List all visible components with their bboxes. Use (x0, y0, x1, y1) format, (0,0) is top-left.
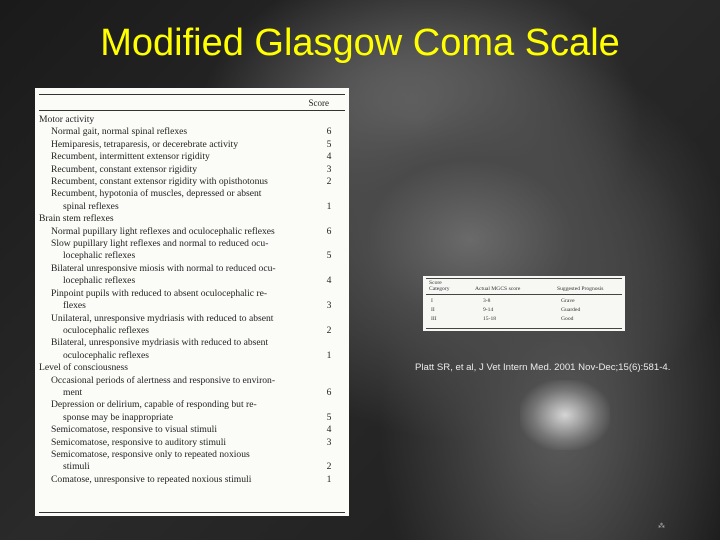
prognosis-header-category: Score Category (429, 280, 450, 293)
prognosis-header-rule (426, 294, 622, 295)
table-row (39, 201, 343, 213)
row-score: 1 (326, 473, 332, 485)
citation-text: Platt SR, et al, J Vet Intern Med. 2001 Nov-Dec;15(6):581-4. (415, 362, 671, 373)
table-row (39, 461, 343, 473)
corner-mark: ⁂ (658, 523, 665, 530)
row-text: Comatose, unresponsive to repeated noxious stimuli (51, 473, 252, 485)
row-text: Pinpoint pupils with reduced to absent oculocephalic re- (51, 287, 268, 299)
mgcs-table-image (35, 88, 349, 516)
row-score: 4 (326, 424, 332, 436)
table-row (39, 474, 343, 486)
prognosis-category: I (431, 298, 433, 304)
row-score: 5 (326, 250, 332, 262)
table-row (39, 399, 343, 411)
row-text: Normal gait, normal spinal reflexes (51, 126, 188, 138)
row-text: locephalic reflexes (63, 250, 136, 262)
table-row (39, 151, 343, 163)
prognosis-prognosis: Guarded (561, 307, 581, 313)
prognosis-row (423, 298, 625, 305)
row-text: Recumbent, intermittent extensor rigidity (51, 151, 210, 163)
row-text: Recumbent, hypotonia of muscles, depressed or absent (51, 188, 262, 200)
prognosis-score: 3-8 (483, 298, 491, 304)
prognosis-category: III (431, 316, 437, 322)
prognosis-score: 15-18 (483, 316, 497, 322)
table-row (39, 139, 343, 151)
table-section-heading (39, 362, 343, 374)
row-text: Hemiparesis, tetraparesis, or decerebrate activity (51, 138, 238, 150)
score-column-header: Score (308, 98, 329, 108)
row-text: Unilateral, unresponsive mydriasis with reduced to absent (51, 312, 274, 324)
row-text: Semicomatose, responsive to visual stimuli (51, 424, 218, 436)
table-row (39, 263, 343, 275)
row-score: 5 (326, 411, 332, 423)
row-score: 4 (326, 275, 332, 287)
row-text: Depression or delirium, capable of responding but re- (51, 399, 257, 411)
row-text: locephalic reflexes (63, 275, 136, 287)
table-row (39, 176, 343, 188)
row-text: Semicomatose, responsive to auditory stimuli (51, 436, 227, 448)
prognosis-prognosis: Grave (561, 298, 575, 304)
row-text: flexes (63, 300, 86, 312)
row-text: spinal reflexes (63, 200, 119, 212)
slide-title: Modified Glasgow Coma Scale (100, 22, 620, 64)
row-score: 6 (326, 386, 332, 398)
table-row (39, 437, 343, 449)
row-score: 3 (326, 163, 332, 175)
row-text: Normal pupillary light reflexes and oculocephalic reflexes (51, 225, 275, 237)
row-text: Level of consciousness (39, 362, 128, 374)
row-score: 2 (326, 324, 332, 336)
prognosis-category: II (431, 307, 435, 313)
row-score: 4 (326, 151, 332, 163)
prognosis-row (423, 316, 625, 323)
prognosis-table-image (423, 276, 625, 331)
table-section-heading (39, 213, 343, 225)
table-row (39, 226, 343, 238)
row-text: ment (63, 386, 83, 398)
table-row (39, 449, 343, 461)
table-row (39, 275, 343, 287)
row-text: oculocephalic reflexes (63, 349, 150, 361)
row-text: Semicomatose, responsive only to repeated noxious (51, 448, 250, 460)
table-body (39, 114, 343, 486)
row-text: oculocephalic reflexes (63, 324, 150, 336)
table-row (39, 126, 343, 138)
table-row (39, 300, 343, 312)
table-row (39, 313, 343, 325)
table-header-rule (39, 110, 345, 111)
row-text: Brain stem reflexes (39, 213, 114, 225)
table-row (39, 412, 343, 424)
row-score: 6 (326, 126, 332, 138)
table-row (39, 387, 343, 399)
row-text: Motor activity (39, 114, 95, 125)
table-top-rule (39, 94, 345, 95)
table-row (39, 350, 343, 362)
table-row (39, 238, 343, 250)
row-score: 6 (326, 225, 332, 237)
prognosis-header-score: Actual MGCS score (475, 286, 521, 292)
table-row (39, 337, 343, 349)
table-row (39, 250, 343, 262)
table-bottom-rule (39, 512, 345, 513)
prognosis-score: 9-14 (483, 307, 494, 313)
table-row (39, 288, 343, 300)
prognosis-top-rule (426, 278, 622, 279)
table-row (39, 375, 343, 387)
row-text: Bilateral, unresponsive mydriasis with reduced to absent (51, 337, 269, 349)
row-score: 3 (326, 436, 332, 448)
row-text: Bilateral unresponsive miosis with normal to reduced ocu- (51, 262, 276, 274)
row-score: 3 (326, 300, 332, 312)
prognosis-row (423, 307, 625, 314)
xray-background-highlight (520, 380, 610, 450)
table-row (39, 325, 343, 337)
row-score: 5 (326, 138, 332, 150)
row-score: 2 (326, 176, 332, 188)
table-row (39, 164, 343, 176)
prognosis-bottom-rule (426, 328, 622, 329)
row-text: sponse may be inappropriate (63, 411, 174, 423)
prognosis-header-prognosis: Suggested Prognosis (557, 286, 604, 292)
table-row (39, 188, 343, 200)
row-score: 1 (326, 349, 332, 361)
row-text: Slow pupillary light reflexes and normal to reduced ocu- (51, 238, 269, 250)
table-row (39, 424, 343, 436)
row-text: Occasional periods of alertness and responsive to environ- (51, 374, 276, 386)
row-score: 2 (326, 461, 332, 473)
row-score: 1 (326, 200, 332, 212)
prognosis-prognosis: Good (561, 316, 574, 322)
row-text: Recumbent, constant extensor rigidity with opisthotonus (51, 176, 268, 188)
row-text: Recumbent, constant extensor rigidity (51, 163, 198, 175)
row-text: stimuli (63, 461, 90, 473)
table-section-heading (39, 114, 343, 126)
